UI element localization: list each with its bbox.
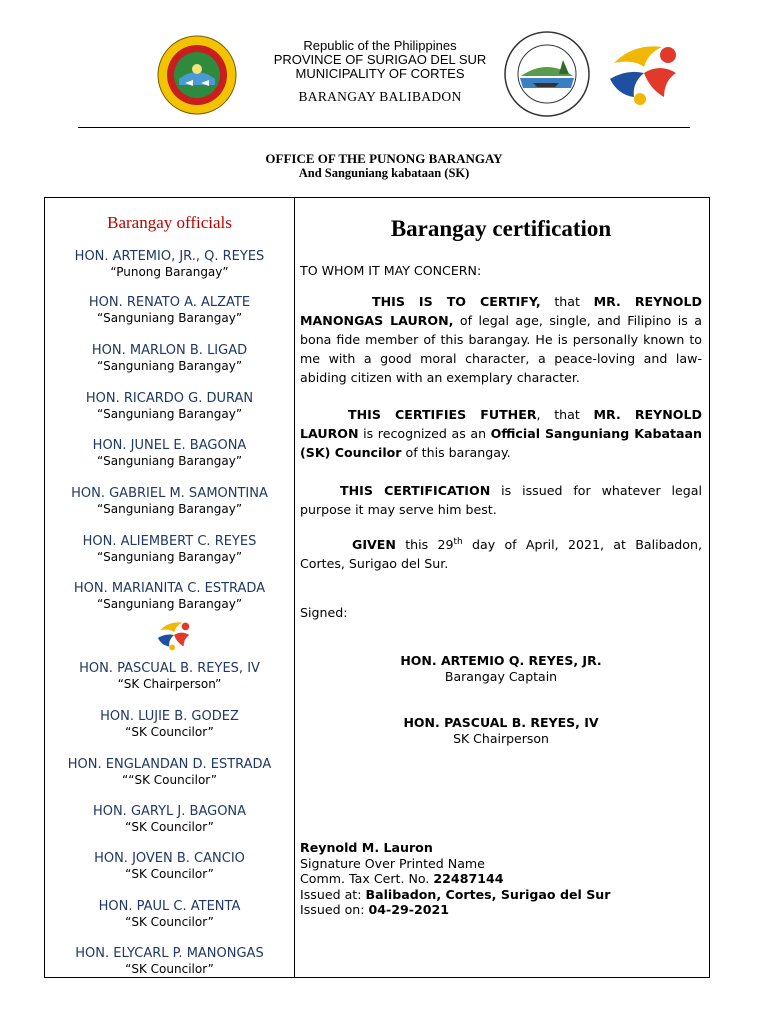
official-name: HON. ENGLANDAN D. ESTRADA xyxy=(67,757,272,772)
province-line: PROVINCE OF SURIGAO DEL SUR xyxy=(273,52,487,67)
official-position: “SK Councilor” xyxy=(125,820,214,834)
recipient-name: Reynold M. Lauron xyxy=(300,840,433,855)
official-name: HON. MARIANITA C. ESTRADA xyxy=(73,581,266,596)
signatory-title: Barangay Captain xyxy=(444,669,558,684)
official-name: HON. PASCUAL B. REYES, IV xyxy=(79,661,260,676)
official-position: “SK Councilor” xyxy=(125,915,214,929)
paragraph-1: THIS IS TO CERTIFY, that MR. REYNOLD MANONGAS LAURON, of legal age, single, and Filipino is a bona fide member of this barangay. He is personally known to me with a good moral character, a peace-loving and law-abiding citizen with an exemplary character. xyxy=(300,294,702,385)
official-name: HON. LUJIE B. GODEZ xyxy=(100,709,239,724)
official-name: HON. JUNEL E. BAGONA xyxy=(92,438,247,453)
seal-right-text xyxy=(503,30,591,118)
signature-caption: Signature Over Printed Name xyxy=(300,855,485,871)
certification-title: Barangay certification xyxy=(390,216,612,241)
official-position: “Sanguniang Barangay” xyxy=(96,597,243,611)
official-entry xyxy=(45,709,294,739)
official-name: HON. PAUL C. ATENTA xyxy=(98,899,241,914)
header-divider xyxy=(78,127,690,128)
seal-left-text xyxy=(157,35,237,115)
official-position: “Punong Barangay” xyxy=(110,265,229,279)
sk-logo xyxy=(604,33,688,117)
barangay-line: BARANGAY BALIBADON xyxy=(298,89,462,104)
signatory-name: HON. PASCUAL B. REYES, IV xyxy=(403,715,599,730)
official-entry xyxy=(45,946,294,976)
official-entry xyxy=(45,899,294,929)
sk-logo-small xyxy=(155,616,195,656)
issued-at-line: Issued at: Balibadon, Cortes, Surigao del Sur xyxy=(300,886,611,902)
signatory-sk-chair xyxy=(300,715,702,747)
official-name: HON. RENATO A. ALZATE xyxy=(88,295,251,310)
signatory-captain xyxy=(300,653,702,685)
official-position: “Sanguniang Barangay” xyxy=(96,454,243,468)
salutation: TO WHOM IT MAY CONCERN: xyxy=(300,263,482,278)
official-name: HON. GARYL J. BAGONA xyxy=(92,804,247,819)
official-name: HON. JOVEN B. CANCIO xyxy=(94,851,245,866)
issued-on-line: Issued on: 04-29-2021 xyxy=(300,902,450,917)
official-entry xyxy=(45,851,294,881)
recipient-block xyxy=(300,840,702,918)
official-entry xyxy=(45,581,294,611)
official-name: HON. ELYCARL P. MANONGAS xyxy=(75,946,264,961)
paragraph-2: THIS CERTIFIES FUTHER, that MR. REYNOLD LAURON is recognized as an Official Sanguniang Kabataan (SK) Councilor of this barangay. xyxy=(300,407,702,460)
official-entry xyxy=(45,343,294,373)
official-entry xyxy=(45,661,294,691)
official-entry xyxy=(45,534,294,564)
municipality-line: MUNICIPALITY OF CORTES xyxy=(295,66,465,81)
official-entry xyxy=(45,757,294,787)
paragraph-3: THIS CERTIFICATION is issued for whatever legal purpose it may serve him best. xyxy=(300,483,702,517)
official-position: “SK Chairperson” xyxy=(117,677,222,691)
office-line-1: OFFICE OF THE PUNONG BARANGAY xyxy=(265,151,503,166)
ctc-line: Comm. Tax Cert. No. 22487144 xyxy=(300,871,504,886)
official-position: “Sanguniang Barangay” xyxy=(96,359,243,373)
country-line: Republic of the Philippines xyxy=(303,38,457,53)
signatory-name: HON. ARTEMIO Q. REYES, JR. xyxy=(400,653,602,668)
official-position: “Sanguniang Barangay” xyxy=(96,407,243,421)
signatory-title: SK Chairperson xyxy=(453,731,549,746)
official-position: “Sanguniang Barangay” xyxy=(96,550,243,564)
official-name: HON. GABRIEL M. SAMONTINA xyxy=(71,486,268,501)
official-position: “SK Councilor” xyxy=(125,867,214,881)
official-entry xyxy=(45,486,294,516)
official-entry xyxy=(45,804,294,834)
official-position: ““SK Councilor” xyxy=(122,773,217,787)
official-position: “Sanguniang Barangay” xyxy=(96,502,243,516)
official-name: HON. MARLON B. LIGAD xyxy=(91,343,248,358)
official-position: “Sanguniang Barangay” xyxy=(96,311,243,325)
column-divider xyxy=(294,197,295,978)
officials-title: Barangay officials xyxy=(107,213,232,232)
official-name: HON. ALIEMBERT C. REYES xyxy=(82,534,257,549)
official-position: “SK Councilor” xyxy=(125,962,214,976)
official-name: HON. RICARDO G. DURAN xyxy=(85,391,254,406)
official-entry xyxy=(45,295,294,325)
office-line-2: And Sanguniang kabataan (SK) xyxy=(298,166,470,180)
official-position: “SK Councilor” xyxy=(125,725,214,739)
official-entry xyxy=(45,249,294,279)
office-heading xyxy=(0,151,768,181)
letterhead xyxy=(230,38,530,105)
official-entry xyxy=(45,391,294,421)
paragraph-4: GIVEN this 29th day of April, 2021, at Balibadon, Cortes, Surigao del Sur. xyxy=(300,536,702,571)
signed-label: Signed: xyxy=(300,605,348,620)
official-entry xyxy=(45,438,294,468)
official-name: HON. ARTEMIO, JR., Q. REYES xyxy=(74,249,265,264)
